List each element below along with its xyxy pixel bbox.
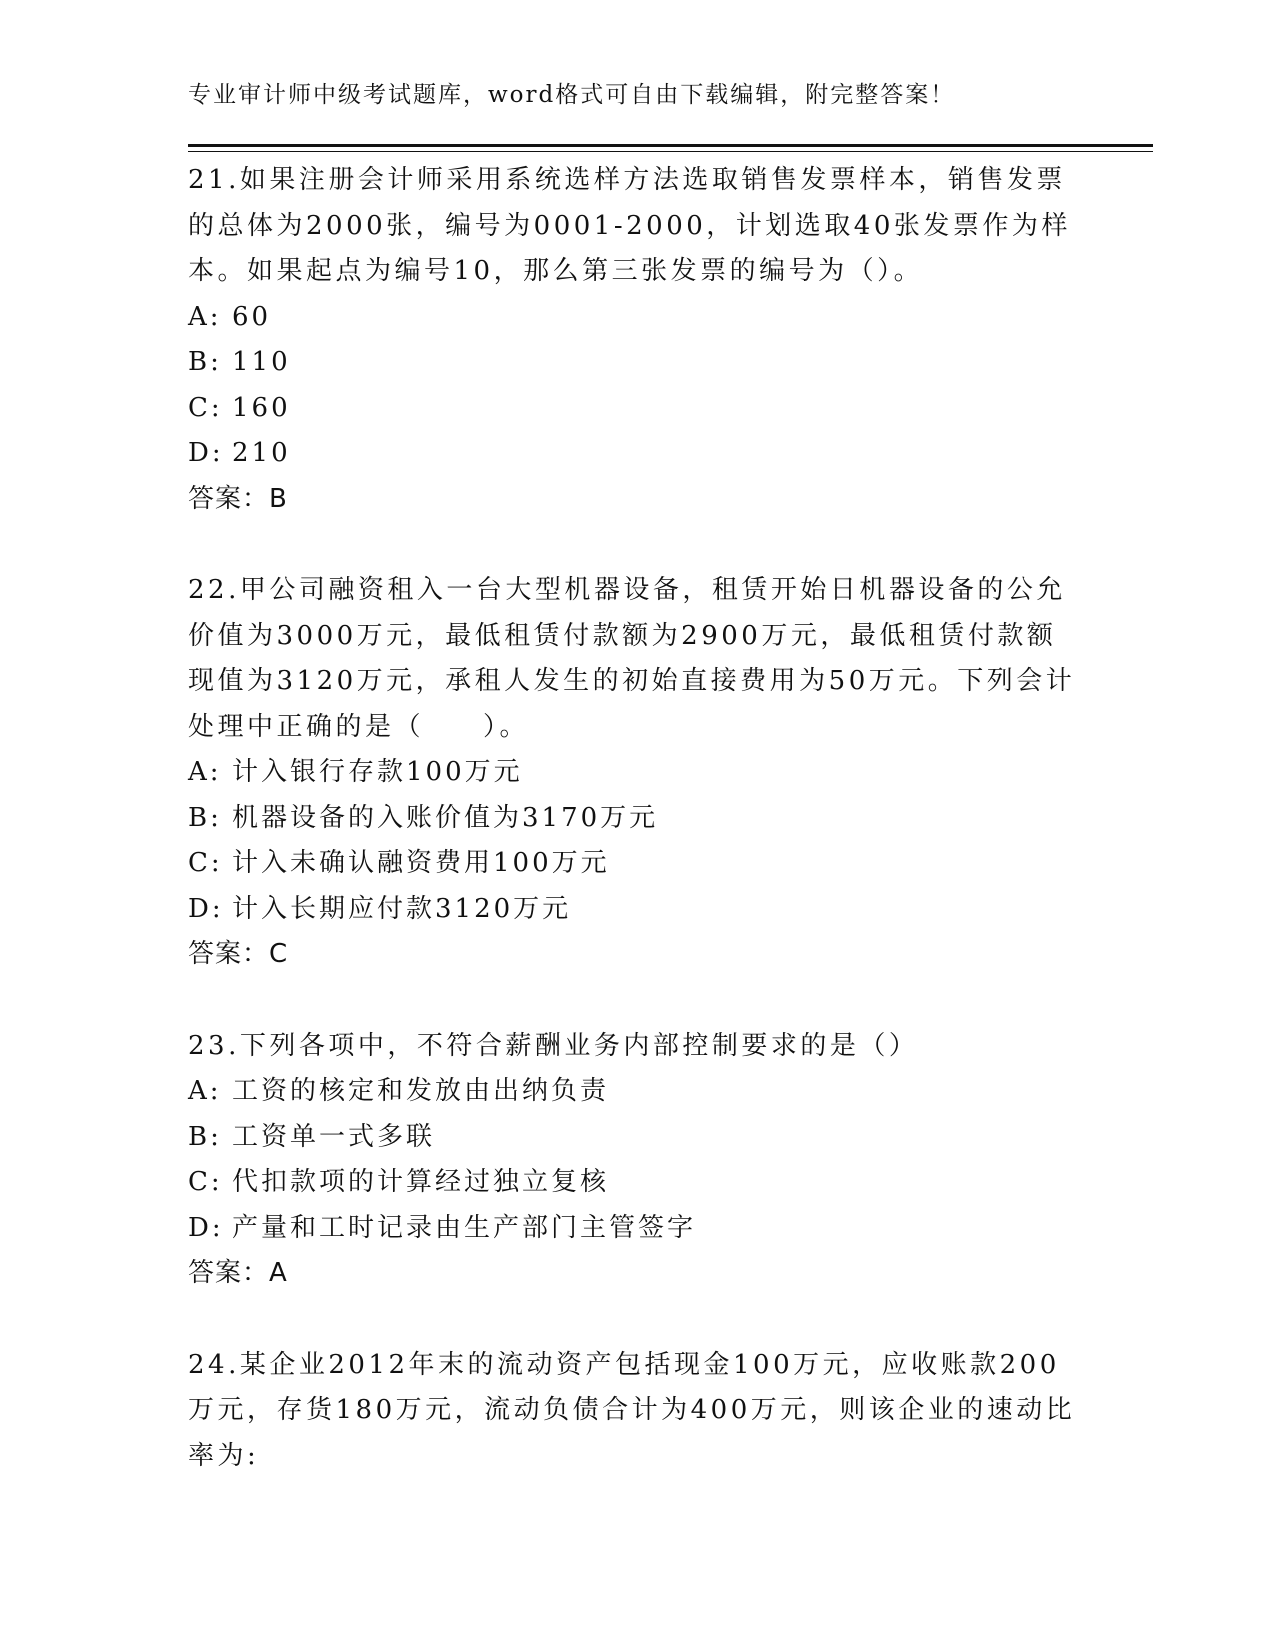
option-key: A: <box>188 301 222 332</box>
option-text: 机器设备的入账价值为3170万元 <box>232 802 659 833</box>
option-b <box>188 796 1078 842</box>
option-text: 110 <box>232 347 291 377</box>
option-text: 计入未确认融资费用100万元 <box>232 848 610 878</box>
option-key: D: <box>188 438 224 468</box>
question-stem: 22.甲公司融资租入一台大型机器设备，租赁开始日机器设备的公允价值为3000万元，最低租赁付款额为2900万元，最低租赁付款额现值为3120万元，承租人发生的初始直接费用为50万元。下列会计处理中正确的是（ ）。 <box>188 575 1076 742</box>
option-key: C: <box>188 848 223 878</box>
option-b <box>188 340 1078 386</box>
header-rule-thick <box>188 144 1153 147</box>
answer-line: 答案：B <box>188 483 288 514</box>
option-c <box>188 386 1078 432</box>
option-key: A: <box>188 1076 222 1106</box>
option-a <box>188 750 1078 796</box>
question-list <box>188 158 1078 1525</box>
option-b <box>188 1115 1078 1161</box>
option-a <box>188 295 1078 341</box>
option-key: B: <box>188 802 222 833</box>
option-d <box>188 887 1078 933</box>
option-text: 60 <box>232 301 272 332</box>
answer-line: 答案：A <box>188 1258 288 1288</box>
option-text: 产量和工时记录由生产部门主管签字 <box>232 1212 697 1243</box>
option-c <box>188 841 1078 887</box>
question-22 <box>188 568 1078 978</box>
option-c <box>188 1160 1078 1206</box>
option-key: B: <box>188 347 222 377</box>
option-key: D: <box>188 1212 224 1243</box>
question-stem: 23.下列各项中，不符合薪酬业务内部控制要求的是（） <box>188 1030 919 1061</box>
option-d <box>188 1206 1078 1252</box>
option-key: D: <box>188 893 224 924</box>
option-text: 160 <box>232 392 291 423</box>
option-text: 工资的核定和发放由出纳负责 <box>232 1076 610 1106</box>
question-23 <box>188 1024 1078 1297</box>
option-key: C: <box>188 392 223 423</box>
option-d <box>188 431 1078 477</box>
question-21 <box>188 158 1078 522</box>
option-key: C: <box>188 1167 223 1197</box>
option-text: 工资单一式多联 <box>232 1121 436 1152</box>
answer-line: 答案：C <box>188 939 289 969</box>
option-text: 计入银行存款100万元 <box>232 757 523 787</box>
option-key: A: <box>188 757 222 787</box>
page-header: 专业审计师中级考试题库，word格式可自由下载编辑，附完整答案！ <box>188 82 956 108</box>
option-a <box>188 1069 1078 1115</box>
option-key: B: <box>188 1121 222 1152</box>
option-text: 210 <box>232 438 291 468</box>
question-stem: 24.某企业2012年末的流动资产包括现金100万元，应收账款200万元，存货180万元，流动负债合计为400万元，则该企业的速动比率为: <box>188 1349 1076 1471</box>
option-text: 计入长期应付款3120万元 <box>232 893 572 924</box>
question-stem: 21.如果注册会计师采用系统选样方法选取销售发票样本，销售发票的总体为2000张，编号为0001-2000，计划选取40张发票作为样本。如果起点为编号10，那么第三张发票的编号为（）。 <box>188 165 1071 286</box>
option-text: 代扣款项的计算经过独立复核 <box>232 1167 610 1197</box>
header-rule-thin <box>188 151 1153 152</box>
question-24 <box>188 1343 1078 1480</box>
